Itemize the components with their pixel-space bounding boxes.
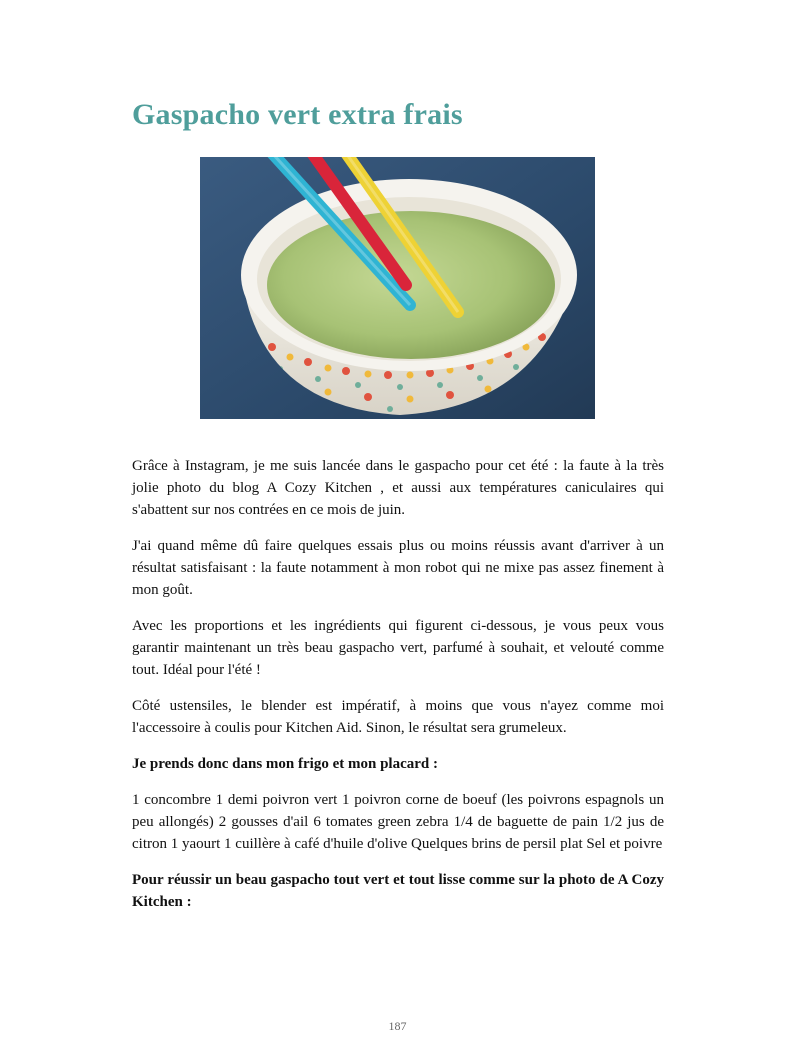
intro-paragraph: Grâce à Instagram, je me suis lancée dans le gaspacho pour cet été : la faute à la très jolie photo du blog A Cozy Kitchen , et aussi aux températures caniculaires qui s'abattent sur nos contrées en ce mois de juin. — [132, 458, 664, 518]
page-number: 187 — [388, 1019, 407, 1033]
article-body — [132, 455, 664, 927]
utensils-paragraph: Côté ustensiles, le blender est impératif, à moins que vous n'ayez comme moi l'accessoire à coulis pour Kitchen Aid. Sinon, le résultat sera grumeleux. — [132, 698, 664, 736]
attempts-paragraph: J'ai quand même dû faire quelques essais plus ou moins réussis avant d'arriver à un résultat satisfaisant : la faute notamment à mon robot qui ne mixe pas assez finement à mon goût. — [132, 538, 664, 598]
method-heading: Pour réussir un beau gaspacho tout vert et tout lisse comme sur la photo de A Cozy Kitchen : — [132, 872, 664, 910]
gaspacho-photo — [200, 157, 595, 419]
proportions-paragraph: Avec les proportions et les ingrédients qui figurent ci-dessous, je vous peux vous garantir maintenant un très beau gaspacho vert, parfumé à souhait, et velouté comme tout. Idéal pour l'été ! — [132, 618, 664, 678]
ingredients-heading: Je prends donc dans mon frigo et mon placard : — [132, 756, 438, 772]
ingredients-list: 1 concombre 1 demi poivron vert 1 poivron corne de boeuf (les poivrons espagnols un peu allongés) 2 gousses d'ail 6 tomates green zebra 1/4 de baguette de pain 1/2 jus de citron 1 yaourt 1 cuillère à café d'huile d'olive Quelques brins de persil plat Sel et poivre — [132, 792, 664, 852]
page-title: Gaspacho vert extra frais — [132, 98, 463, 131]
